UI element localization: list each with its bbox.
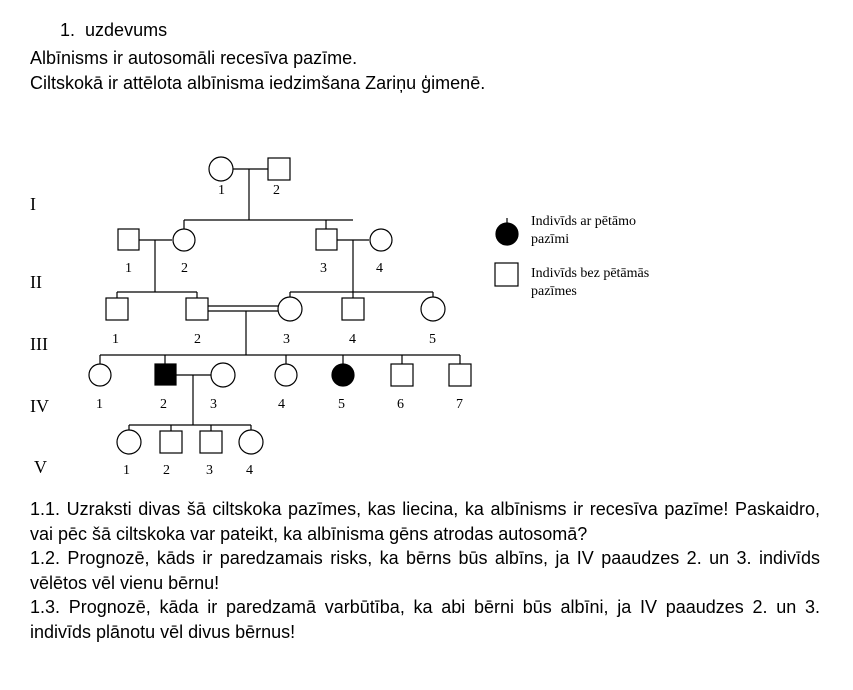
male-symbol bbox=[268, 158, 290, 180]
intro-line: Albīnisms ir autosomāli recesīva pazīme. bbox=[30, 48, 358, 68]
individual-label: 2 bbox=[160, 397, 167, 412]
intro-text bbox=[30, 46, 485, 96]
generation-label: II bbox=[30, 272, 42, 292]
male-symbol bbox=[186, 298, 208, 320]
female-symbol bbox=[117, 430, 141, 454]
male-symbol bbox=[106, 298, 128, 320]
question-1-2: 1.2. Prognozē, kāds ir paredzamais risks, ka bērns būs albīns, ja IV paaudzes 2. un 3. indivīds vēlētos vēl vienu bērnu! bbox=[30, 548, 820, 593]
male-symbol bbox=[118, 229, 139, 250]
individual-label: 3 bbox=[320, 261, 327, 276]
individual-label: 1 bbox=[125, 261, 132, 276]
female-symbol bbox=[275, 364, 297, 386]
female-symbol bbox=[209, 157, 233, 181]
individual-label: 2 bbox=[273, 183, 280, 198]
male-symbol bbox=[342, 298, 364, 320]
individual-label: 2 bbox=[194, 332, 201, 347]
male-symbol bbox=[160, 431, 182, 453]
legend-unaffected-line: pazīmes bbox=[531, 284, 577, 299]
individual-label: 1 bbox=[112, 332, 119, 347]
generation-label: III bbox=[30, 334, 48, 354]
male-symbol bbox=[449, 364, 471, 386]
question-1-1: 1.1. Uzraksti divas šā ciltskoka pazīmes, kas liecina, ka albīnisms ir recesīva pazīme! Paskaidro, vai pēc šā ciltskoka var pateikt, ka albīnisma gēns atrodas autosomā? bbox=[30, 499, 820, 544]
task-heading bbox=[60, 20, 167, 41]
task-title: uzdevums bbox=[85, 20, 168, 40]
pedigree-lines bbox=[100, 169, 460, 431]
female-symbol bbox=[211, 363, 235, 387]
female-symbol bbox=[421, 297, 445, 321]
individual-label: 3 bbox=[210, 397, 217, 412]
generation-label: IV bbox=[30, 396, 49, 416]
female-symbol bbox=[370, 229, 392, 251]
task-number: 1. bbox=[60, 20, 76, 40]
affected-male-symbol bbox=[155, 364, 176, 385]
individual-label: 5 bbox=[429, 332, 436, 347]
male-symbol bbox=[316, 229, 337, 250]
individual-label: 1 bbox=[123, 463, 130, 478]
question-1-3: 1.3. Prognozē, kāda ir paredzamā varbūtība, ka abi bērni būs albīni, ja IV paaudzes 2. un 3. indivīds plānotu vēl divus bērnus! bbox=[30, 597, 820, 642]
affected-female-symbol bbox=[332, 364, 354, 386]
female-symbol bbox=[173, 229, 195, 251]
individual-label: 3 bbox=[206, 463, 213, 478]
intro-line: Ciltskokā ir attēlota albīnisma iedzimšana Zariņu ģimenē. bbox=[30, 73, 486, 93]
individual-label: 4 bbox=[278, 397, 285, 412]
individual-label: 4 bbox=[376, 261, 383, 276]
generation-label: I bbox=[30, 194, 36, 214]
legend-affected-symbol bbox=[496, 223, 518, 245]
male-symbol bbox=[391, 364, 413, 386]
individual-label: 7 bbox=[456, 397, 463, 412]
legend-affected-line: Indivīds ar pētāmo bbox=[531, 214, 636, 229]
individual-label: 1 bbox=[96, 397, 103, 412]
legend-unaffected-line: Indivīds bez pētāmās bbox=[531, 266, 650, 281]
individual-label: 4 bbox=[246, 463, 253, 478]
individual-label: 2 bbox=[181, 261, 188, 276]
questions bbox=[30, 497, 820, 644]
individual-label: 6 bbox=[397, 397, 404, 412]
female-symbol bbox=[89, 364, 111, 386]
individual-label: 1 bbox=[218, 183, 225, 198]
male-symbol bbox=[200, 431, 222, 453]
legend-affected-line: pazīmi bbox=[531, 232, 570, 247]
individual-label: 2 bbox=[163, 463, 170, 478]
legend-unaffected-symbol bbox=[495, 263, 518, 286]
female-symbol bbox=[239, 430, 263, 454]
individual-label: 5 bbox=[338, 397, 345, 412]
female-symbol bbox=[278, 297, 302, 321]
pedigree-chart bbox=[0, 140, 700, 485]
individual-label: 3 bbox=[283, 332, 290, 347]
generation-label: V bbox=[34, 457, 47, 477]
legend bbox=[495, 214, 649, 299]
individual-label: 4 bbox=[349, 332, 356, 347]
